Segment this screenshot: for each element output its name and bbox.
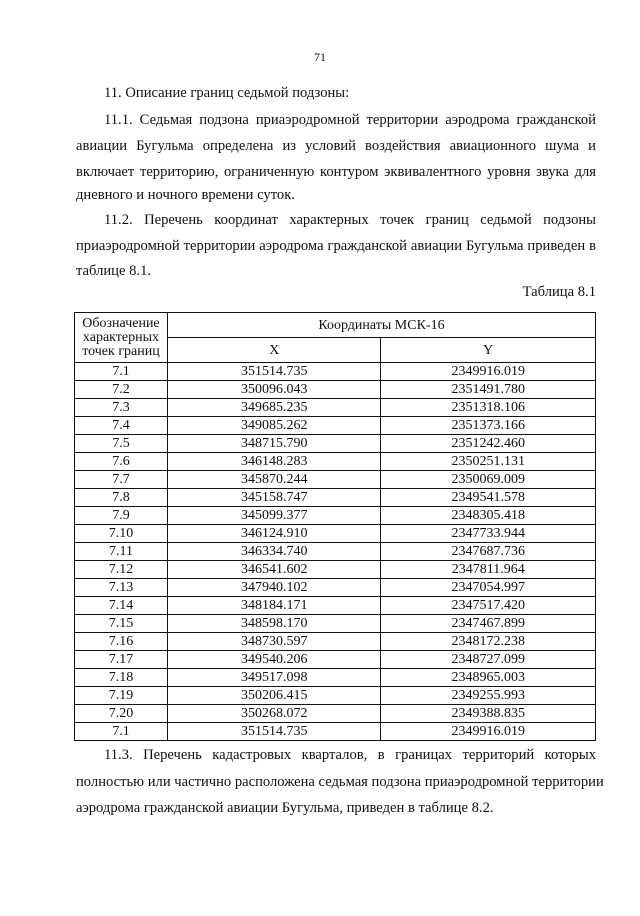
x-coordinate-cell: 345099.377	[167, 507, 381, 525]
paragraph-11-1-line-3: включает территорию, ограниченную контуром эквивалентного уровня звука для	[76, 164, 596, 180]
y-coordinate-cell: 2349916.019	[381, 363, 596, 381]
paragraph-11-1-line-2: авиации Бугульма определена из условий воздействия авиационного шума и	[76, 138, 596, 154]
y-coordinate-cell: 2350251.131	[381, 453, 596, 471]
table-row	[75, 579, 596, 597]
x-coordinate-cell: 349685.235	[167, 399, 381, 417]
y-coordinate-cell: 2350069.009	[381, 471, 596, 489]
y-coordinate-cell: 2349255.993	[381, 687, 596, 705]
paragraph-11-3-line-1: 11.3. Перечень кадастровых кварталов, в границах территорий которых	[104, 747, 596, 763]
table-row	[75, 381, 596, 399]
table-row	[75, 417, 596, 435]
point-id-cell: 7.1	[75, 363, 168, 381]
point-id-cell: 7.5	[75, 435, 168, 453]
point-id-cell: 7.7	[75, 471, 168, 489]
table-row	[75, 363, 596, 381]
paragraph-11-1-line-4: дневного и ночного времени суток.	[76, 187, 295, 203]
table-row	[75, 525, 596, 543]
table-row	[75, 561, 596, 579]
point-id-cell: 7.4	[75, 417, 168, 435]
y-coordinate-cell: 2347054.997	[381, 579, 596, 597]
paragraph-11-3-line-2: полностью или частично расположена седьмая подзона приаэродромной территории	[76, 774, 604, 790]
x-coordinate-cell: 348184.171	[167, 597, 381, 615]
point-id-cell: 7.20	[75, 705, 168, 723]
y-coordinate-cell: 2349388.835	[381, 705, 596, 723]
x-coordinate-cell: 350096.043	[167, 381, 381, 399]
y-coordinate-cell: 2348727.099	[381, 651, 596, 669]
table-row	[75, 471, 596, 489]
table-row	[75, 435, 596, 453]
x-coordinate-cell: 348715.790	[167, 435, 381, 453]
point-id-cell: 7.1	[75, 723, 168, 741]
point-designation-header: Обозначение характерных точек границ	[75, 313, 168, 363]
x-coordinate-cell: 349540.206	[167, 651, 381, 669]
y-coordinate-cell: 2348172.238	[381, 633, 596, 651]
y-column-header: Y	[381, 338, 596, 363]
y-coordinate-cell: 2347467.899	[381, 615, 596, 633]
paragraph-11-1-line-1: 11.1. Седьмая подзона приаэродромной территории аэродрома гражданской	[104, 112, 596, 128]
x-coordinate-cell: 351514.735	[167, 723, 381, 741]
y-coordinate-cell: 2347687.736	[381, 543, 596, 561]
point-id-cell: 7.16	[75, 633, 168, 651]
paragraph-11-3-line-3: аэродрома гражданской авиации Бугульма, приведен в таблице 8.2.	[76, 800, 494, 816]
table-row	[75, 507, 596, 525]
x-coordinate-cell: 346124.910	[167, 525, 381, 543]
y-coordinate-cell: 2348305.418	[381, 507, 596, 525]
y-coordinate-cell: 2351491.780	[381, 381, 596, 399]
point-id-cell: 7.11	[75, 543, 168, 561]
point-id-cell: 7.9	[75, 507, 168, 525]
point-id-cell: 7.17	[75, 651, 168, 669]
table-row	[75, 615, 596, 633]
y-coordinate-cell: 2347517.420	[381, 597, 596, 615]
table-body	[75, 363, 596, 741]
x-coordinate-cell: 346541.602	[167, 561, 381, 579]
x-coordinate-cell: 350206.415	[167, 687, 381, 705]
y-coordinate-cell: 2351242.460	[381, 435, 596, 453]
table-row	[75, 597, 596, 615]
y-coordinate-cell: 2349541.578	[381, 489, 596, 507]
table-caption: Таблица 8.1	[522, 284, 596, 300]
x-column-header: X	[167, 338, 381, 363]
x-coordinate-cell: 349517.098	[167, 669, 381, 687]
x-coordinate-cell: 349085.262	[167, 417, 381, 435]
table-row	[75, 543, 596, 561]
x-coordinate-cell: 348730.597	[167, 633, 381, 651]
x-coordinate-cell: 347940.102	[167, 579, 381, 597]
point-id-cell: 7.19	[75, 687, 168, 705]
point-id-cell: 7.10	[75, 525, 168, 543]
table-row	[75, 723, 596, 741]
table-row	[75, 453, 596, 471]
point-id-cell: 7.14	[75, 597, 168, 615]
paragraph-11-2-line-3: таблице 8.1.	[76, 263, 152, 279]
coordinates-header: Координаты МСК-16	[167, 313, 595, 338]
table-row	[75, 489, 596, 507]
table-row	[75, 399, 596, 417]
table-row	[75, 669, 596, 687]
y-coordinate-cell: 2348965.003	[381, 669, 596, 687]
x-coordinate-cell: 345870.244	[167, 471, 381, 489]
x-coordinate-cell: 345158.747	[167, 489, 381, 507]
point-id-cell: 7.3	[75, 399, 168, 417]
y-coordinate-cell: 2347733.944	[381, 525, 596, 543]
x-coordinate-cell: 346148.283	[167, 453, 381, 471]
table-row	[75, 651, 596, 669]
point-id-cell: 7.2	[75, 381, 168, 399]
coordinates-table	[74, 312, 596, 741]
y-coordinate-cell: 2347811.964	[381, 561, 596, 579]
point-id-cell: 7.18	[75, 669, 168, 687]
x-coordinate-cell: 348598.170	[167, 615, 381, 633]
point-id-cell: 7.6	[75, 453, 168, 471]
point-id-cell: 7.15	[75, 615, 168, 633]
paragraph-11-2-line-2: приаэродромной территории аэродрома гражданской авиации Бугульма приведен в	[76, 238, 596, 254]
x-coordinate-cell: 346334.740	[167, 543, 381, 561]
section-title: 11. Описание границ седьмой подзоны:	[104, 85, 350, 101]
x-coordinate-cell: 350268.072	[167, 705, 381, 723]
page-number: 71	[314, 50, 326, 64]
point-id-cell: 7.8	[75, 489, 168, 507]
x-coordinate-cell: 351514.735	[167, 363, 381, 381]
table-row	[75, 705, 596, 723]
paragraph-11-2-line-1: 11.2. Перечень координат характерных точек границ седьмой подзоны	[104, 212, 596, 228]
y-coordinate-cell: 2349916.019	[381, 723, 596, 741]
y-coordinate-cell: 2351373.166	[381, 417, 596, 435]
table-row	[75, 633, 596, 651]
table-row	[75, 687, 596, 705]
point-id-cell: 7.12	[75, 561, 168, 579]
y-coordinate-cell: 2351318.106	[381, 399, 596, 417]
point-id-cell: 7.13	[75, 579, 168, 597]
